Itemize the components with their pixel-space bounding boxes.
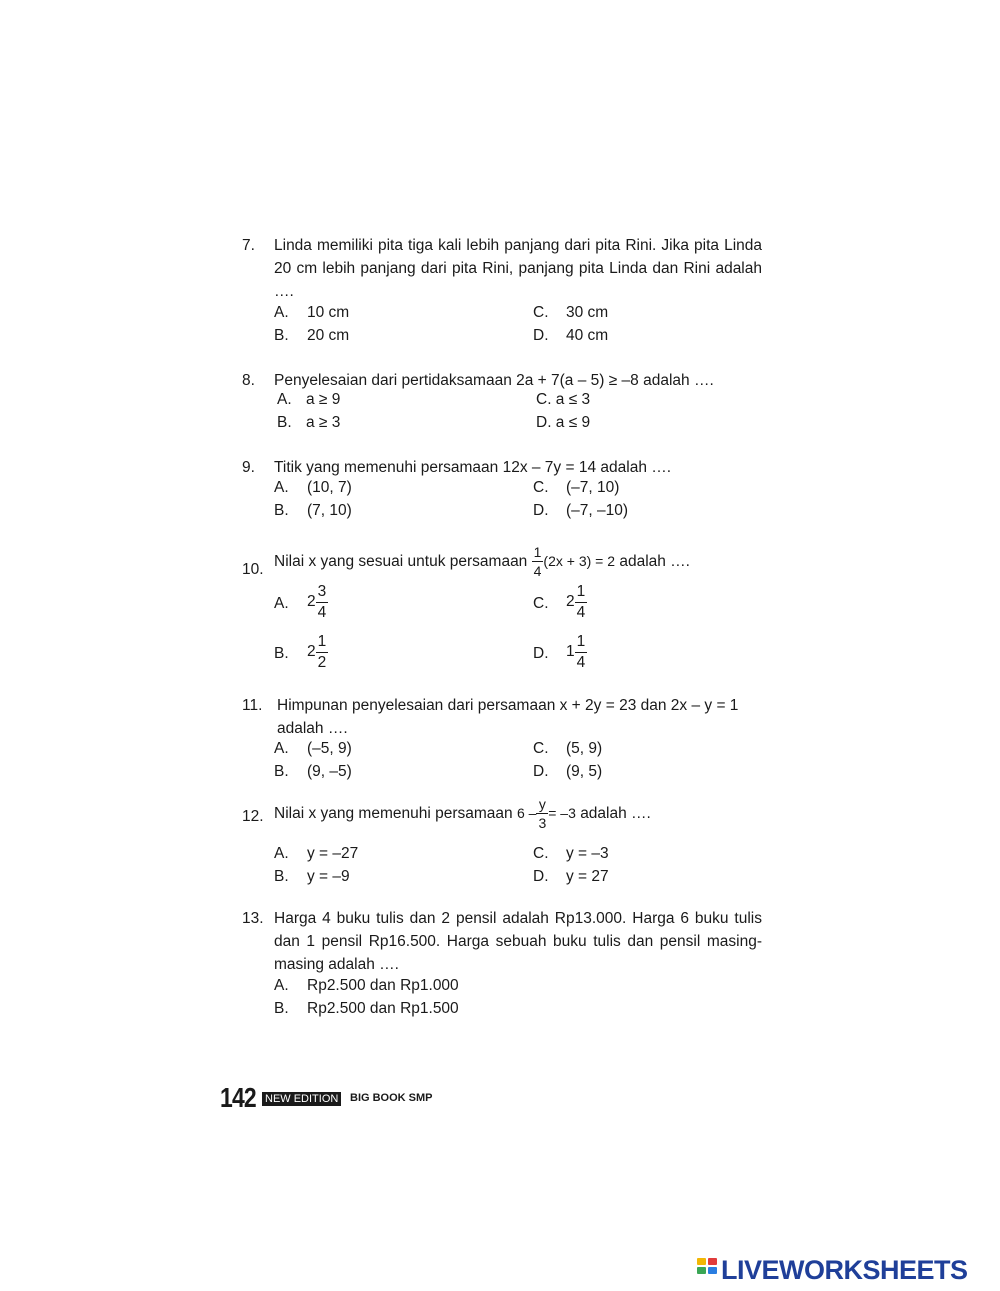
option-label: B.: [277, 414, 292, 431]
option-label: A.: [274, 845, 289, 862]
fraction: [575, 634, 588, 670]
option-text: D. a ≤ 9: [536, 414, 591, 431]
equation-post: = –3: [548, 805, 576, 821]
option-value: y = –3: [566, 845, 609, 862]
logo-text: LIVEWORKSHEETS: [721, 1255, 968, 1285]
mixed-number: [566, 634, 587, 670]
question-number: 9.: [242, 459, 255, 476]
fraction: [316, 584, 329, 620]
question-text-after: adalah ….: [580, 805, 651, 822]
equation-fraction: [536, 797, 548, 830]
option-label: B.: [274, 868, 289, 885]
mixed-number: [307, 634, 328, 670]
option-label: A.: [274, 304, 289, 321]
option-value: y = –27: [307, 845, 359, 862]
liveworksheets-logo-icon: [697, 1258, 719, 1282]
option-text: C. a ≤ 3: [536, 391, 591, 408]
option-value: 30 cm: [566, 304, 609, 321]
option-label: D.: [533, 868, 549, 885]
option-label: C.: [533, 304, 549, 321]
whole-part: 1: [566, 643, 575, 660]
question-number: 13.: [242, 910, 264, 927]
mixed-number: [307, 584, 328, 620]
option-value: 10 cm: [307, 304, 350, 321]
question-number: 10.: [242, 561, 264, 578]
question-text-before: Nilai x yang memenuhi persamaan: [274, 805, 513, 822]
option-value: a ≥ 3: [306, 414, 341, 431]
option-value: y = –9: [307, 868, 350, 885]
option-value: Rp2.500 dan Rp1.000: [307, 977, 459, 994]
equation-pre: 6 –: [516, 805, 537, 821]
option-label: D.: [533, 327, 549, 344]
fraction-denominator: 2: [317, 653, 327, 671]
option-value: (7, 10): [307, 502, 352, 519]
option-label: C.: [533, 595, 549, 612]
option-label: B.: [274, 502, 289, 519]
option-value: (10, 7): [307, 479, 352, 496]
fraction-denominator: 4: [317, 603, 327, 621]
question-text: Linda memiliki pita tiga kali lebih panjang dari pita Rini. Jika pita Linda 20 cm lebih panjang dari pita Rini, panjang pita Linda dan Rini adalah ….: [274, 237, 762, 300]
option-label: A.: [274, 977, 289, 994]
fraction-numerator: 1: [575, 634, 588, 653]
option-value: y = 27: [566, 868, 609, 885]
question-text: Himpunan penyelesaian dari persamaan x + 2y = 23 dan 2x – y = 1 adalah ….: [277, 697, 739, 737]
option-value: (5, 9): [566, 740, 603, 757]
option-value: (–7, 10): [566, 479, 620, 496]
option-label: A.: [274, 595, 289, 612]
option-label: B.: [274, 327, 289, 344]
option-value: Rp2.500 dan Rp1.500: [307, 1000, 459, 1017]
option-value: (–5, 9): [307, 740, 352, 757]
fraction-numerator: 1: [316, 634, 329, 653]
option-label: B.: [274, 1000, 289, 1017]
fraction-numerator: 1: [575, 584, 588, 603]
option-value: 20 cm: [307, 327, 350, 344]
equation-rest: (2x + 3) = 2: [543, 553, 616, 569]
option-label: D.: [533, 763, 549, 780]
question-text: [274, 545, 690, 578]
option-label: A.: [274, 740, 289, 757]
equation-fraction: [532, 545, 544, 578]
fraction-denominator: 4: [576, 603, 586, 621]
option-value: a ≥ 9: [306, 391, 341, 408]
fraction-denominator: 4: [576, 653, 586, 671]
question-text: Harga 4 buku tulis dan 2 pensil adalah Rp13.000. Harga 6 buku tulis dan 1 pensil Rp16.500. Harga sebuah buku tulis dan pensil masing-masing adalah ….: [274, 910, 762, 973]
option-label: C.: [533, 740, 549, 757]
mixed-number: [566, 584, 587, 620]
whole-part: 2: [566, 593, 575, 610]
option-label: D.: [533, 502, 549, 519]
question-number: 11.: [242, 697, 263, 714]
option-value: (–7, –10): [566, 502, 629, 519]
question-text-before: Nilai x yang sesuai untuk persamaan: [274, 553, 528, 570]
fraction-denominator: 4: [533, 563, 542, 579]
question-number: 7.: [242, 237, 255, 254]
question-number: 8.: [242, 372, 255, 389]
option-label: C.: [533, 479, 549, 496]
fraction-numerator: 3: [316, 584, 329, 603]
page-number: 142: [220, 1082, 256, 1113]
fraction: [575, 584, 588, 620]
book-title: BIG BOOK SMP: [350, 1092, 433, 1104]
edition-badge: NEW EDITION: [262, 1092, 341, 1106]
fraction-denominator: 3: [538, 815, 547, 831]
fraction: [316, 634, 329, 670]
option-value: (9, 5): [566, 763, 603, 780]
option-value: (9, –5): [307, 763, 352, 780]
question-text-after: adalah ….: [619, 553, 690, 570]
option-label: A.: [274, 479, 289, 496]
question-number: 12.: [242, 808, 264, 825]
whole-part: 2: [307, 593, 316, 610]
question-text: [274, 797, 651, 830]
option-label: B.: [274, 645, 289, 662]
whole-part: 2: [307, 643, 316, 660]
option-label: B.: [274, 763, 289, 780]
question-text: Penyelesaian dari pertidaksamaan 2a + 7(a – 5) ≥ –8 adalah ….: [274, 372, 714, 389]
option-label: D.: [533, 645, 549, 662]
fraction-numerator: 1: [533, 544, 542, 560]
question-text: Titik yang memenuhi persamaan 12x – 7y = 14 adalah ….: [274, 459, 672, 476]
fraction-numerator: y: [536, 797, 548, 814]
option-value: 40 cm: [566, 327, 609, 344]
option-label: C.: [533, 845, 549, 862]
option-label: A.: [277, 391, 292, 408]
